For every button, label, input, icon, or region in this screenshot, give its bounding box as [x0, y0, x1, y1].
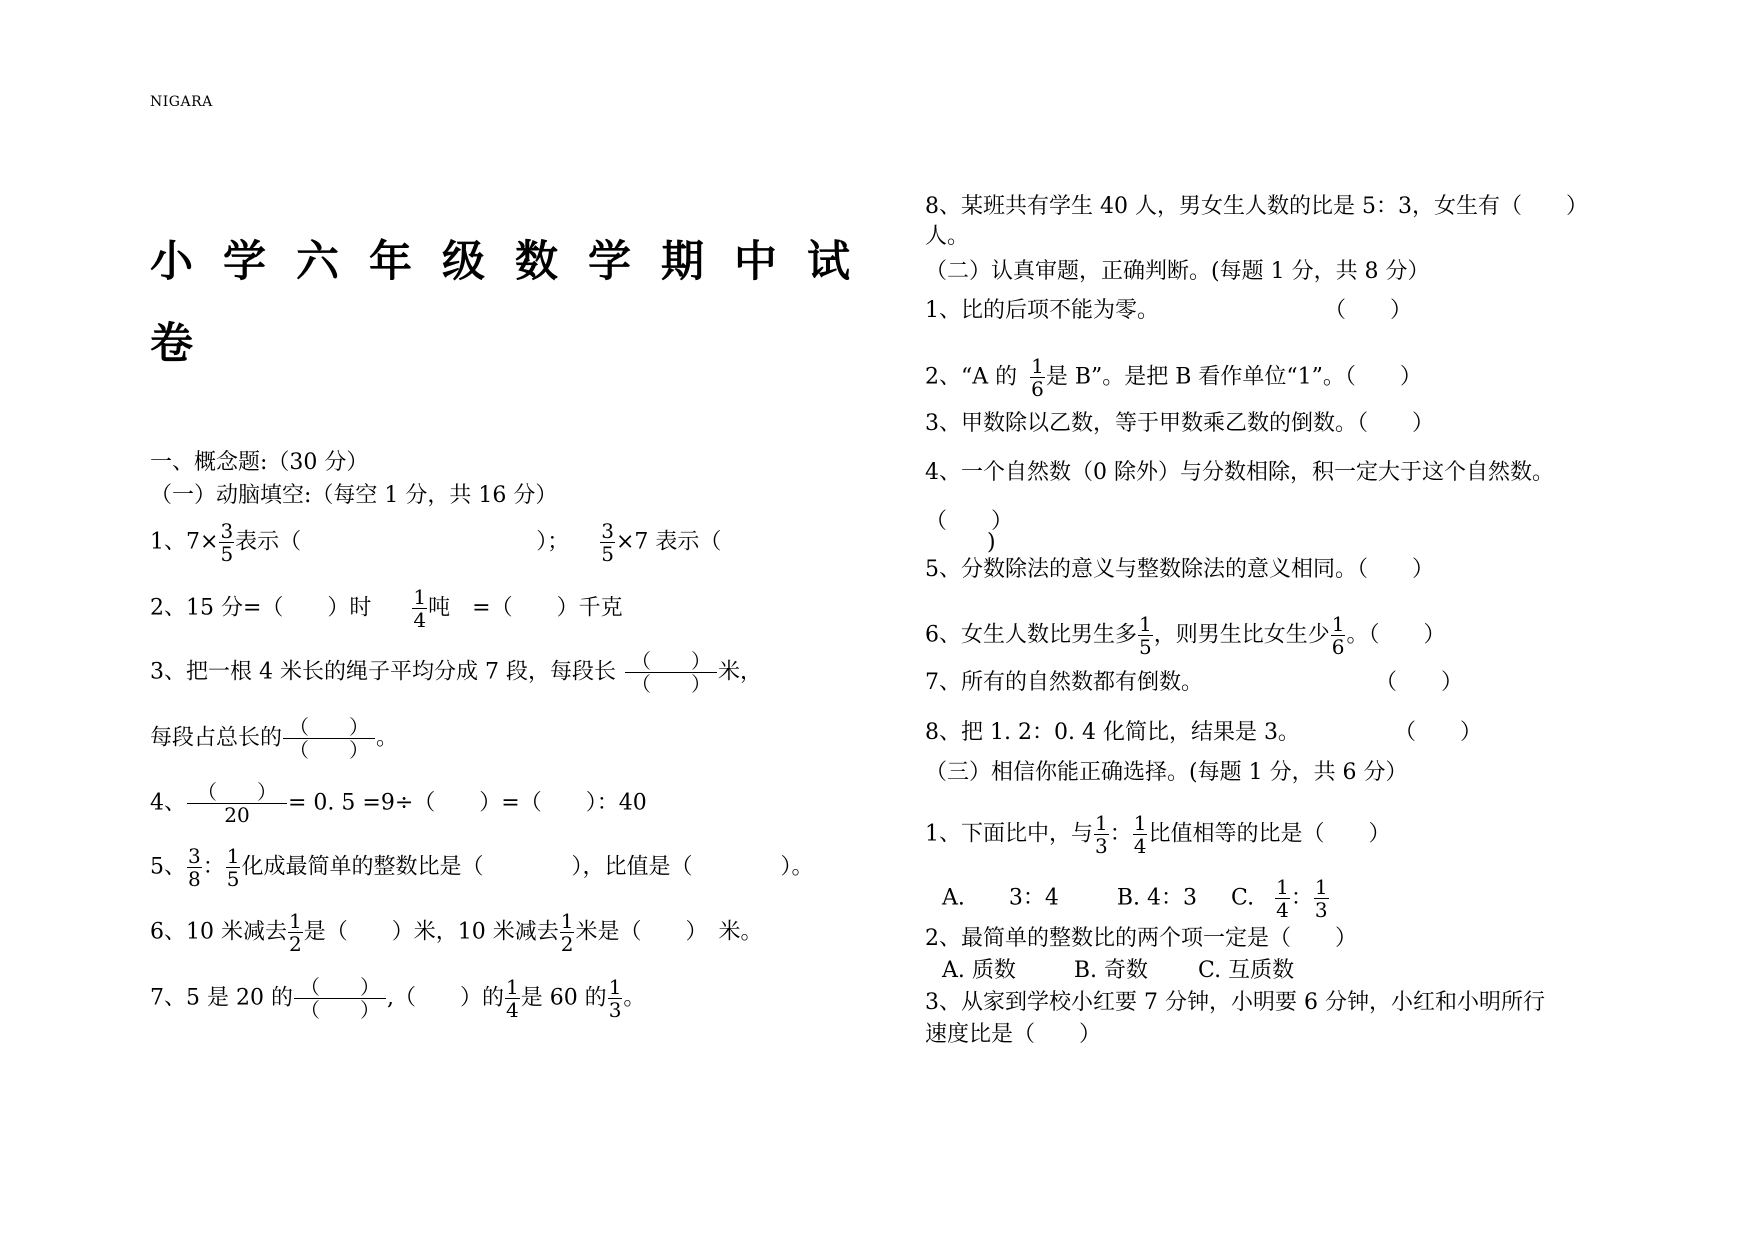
q7-text-b: ,（ ）的: [386, 985, 504, 1011]
fraction: $\frac{1}{4}$: [413, 585, 427, 632]
section-2-title: （二）认真审题，正确判断。(每题 1 分，共 8 分）: [925, 259, 1430, 284]
section-1-title: 一、概念题:（30 分）: [150, 450, 369, 475]
judge-6: [925, 613, 1446, 658]
fraction: $\frac{1}{3}$: [1095, 811, 1108, 858]
question-8: 8、某班共有学生 40 人，男女生人数的比是 5：3，女生有（ ）: [925, 194, 1588, 219]
ratio-sign: ：: [202, 854, 225, 880]
option-c: C.: [1231, 885, 1255, 911]
q2-text-a: 2、15 分=（ ）时: [150, 595, 372, 621]
c1-text-b: 比值相等的比是（ ）: [1148, 821, 1391, 847]
fraction: $\frac{1}{2}$: [560, 909, 574, 956]
q6-text-b: 是（ ）米，10 米减去: [303, 919, 559, 945]
fraction: $\frac{1}{5}$: [226, 844, 240, 891]
q7-text-a: 7、5 是 20 的: [150, 985, 293, 1011]
q3-text-d: 。: [376, 725, 399, 751]
fraction: $\frac{3}{8}$: [188, 844, 201, 891]
fraction: $\frac{3}{5}$: [220, 519, 234, 566]
q1-text-c: ）；: [536, 529, 570, 555]
q4-text-b: = 0. 5 =9÷（ ）=（ ）：40: [288, 790, 647, 816]
ratio-sign: ：: [1290, 885, 1313, 911]
judge-8-paren: （ ）: [1394, 720, 1483, 745]
q6-text-c: 米是（ ） 米。: [575, 919, 763, 945]
q6-text-a: 6、10 米减去: [150, 919, 287, 945]
fraction: $\frac{1}{5}$: [1139, 612, 1152, 659]
judge-7-paren: （ ）: [1375, 670, 1464, 695]
question-8-cont: 人。: [925, 224, 970, 249]
fraction-blank: $\frac{( )}{( )}$: [283, 716, 375, 761]
q3-text-c: 每段占总长的: [150, 725, 283, 751]
j2-text-b: 是 B”。是把 B 看作单位“1”。（ ）: [1045, 364, 1422, 390]
q3-text-b: 米，: [717, 659, 762, 685]
fraction: $\frac{1}{4}$: [505, 975, 519, 1022]
option-a: A. 质数: [942, 958, 1016, 983]
question-7: [150, 976, 645, 1021]
judge-4: 4、一个自然数（0 除外）与分数相除，积一定大于这个自然数。: [925, 460, 1554, 485]
section-3-title: （三）相信你能正确选择。(每题 1 分，共 6 分）: [925, 760, 1408, 785]
fraction-blank: $\frac{( )}{( )}$: [294, 976, 386, 1021]
choice-1: [925, 812, 1391, 857]
fraction-blank: $\frac{( )}{20}$: [187, 781, 287, 826]
fraction: $\frac{1}{3}$: [608, 975, 622, 1022]
q1-text-d: ×7 表示（: [615, 529, 722, 555]
judge-3: 3、甲数除以乙数，等于甲数乘乙数的倒数。（ ）: [925, 411, 1434, 436]
q1-text-a: 1、7×: [150, 529, 219, 555]
question-5: [150, 845, 814, 890]
fraction: $\frac{1}{2}$: [289, 909, 302, 956]
fraction-blank: $\frac{( )}{( )}$: [625, 650, 717, 695]
option-b: B. 4：3: [1116, 885, 1198, 911]
judge-1: 1、比的后项不能为零。: [925, 298, 1159, 323]
q7-text-d: 。: [623, 985, 646, 1011]
option-c: C. 互质数: [1198, 958, 1295, 983]
judge-4-paren-stray: ): [987, 530, 996, 555]
judge-4-paren: （ ）: [925, 509, 1014, 534]
question-3-cont: [150, 716, 398, 761]
choice-2: 2、最简单的整数比的两个项一定是（ ）: [925, 926, 1357, 951]
j6-text-b: ，则男生比女生少: [1153, 622, 1330, 648]
subsection-1-title: （一）动脑填空:（每空 1 分，共 16 分）: [150, 483, 558, 508]
ratio-sign: ：: [1109, 821, 1132, 847]
choice-3: 3、从家到学校小红要 7 分钟，小明要 6 分钟，小红和小明所行: [925, 990, 1545, 1015]
choice-1-options: [942, 876, 1330, 921]
q7-text-c: 是 60 的: [520, 985, 607, 1011]
j6-text-c: 。（ ）: [1346, 622, 1446, 648]
exam-title: 小学六年级数学期中试: [150, 237, 880, 287]
judge-5: 5、分数除法的意义与整数除法的意义相同。（ ）: [925, 557, 1434, 582]
q2-text-b: 吨 =（ ）千克: [428, 595, 623, 621]
option-b: B. 奇数: [1073, 958, 1149, 983]
exam-title-line2: 卷: [150, 319, 223, 369]
judge-1-paren: （ ）: [1324, 298, 1413, 323]
option-a: A. 3：4: [942, 885, 1059, 911]
fraction: $\frac{3}{5}$: [601, 519, 614, 566]
judge-2: [925, 355, 1422, 400]
fraction: $\frac{1}{6}$: [1031, 354, 1044, 401]
q5-text-a: 5、: [150, 854, 186, 880]
question-1: [150, 520, 721, 565]
choice-3-cont: 速度比是（ ）: [925, 1022, 1102, 1047]
fraction: $\frac{1}{4}$: [1133, 811, 1147, 858]
q1-text-b: 表示（: [235, 529, 302, 555]
page-header: NIGARA: [150, 94, 213, 110]
question-2: [150, 586, 623, 631]
j2-text-a: 2、“A 的: [925, 364, 1018, 390]
q3-text-a: 3、把一根 4 米长的绳子平均分成 7 段，每段长: [150, 659, 616, 685]
question-4: [150, 781, 647, 826]
judge-8: 8、把 1. 2：0. 4 化简比，结果是 3。: [925, 720, 1300, 745]
question-3: [150, 650, 762, 695]
q5-text-b: 化成最简单的整数比是（ ），比值是（ ）。: [241, 854, 814, 880]
q4-text-a: 4、: [150, 790, 186, 816]
c1-text-a: 1、下面比中，与: [925, 821, 1093, 847]
j6-text-a: 6、女生人数比男生多: [925, 622, 1137, 648]
fraction: $\frac{1}{6}$: [1331, 612, 1345, 659]
fraction: $\frac{1}{3}$: [1314, 875, 1328, 922]
fraction: $\frac{1}{4}$: [1276, 875, 1289, 922]
choice-2-options: [942, 958, 1294, 984]
question-6: [150, 910, 762, 955]
judge-7: 7、所有的自然数都有倒数。: [925, 670, 1203, 695]
